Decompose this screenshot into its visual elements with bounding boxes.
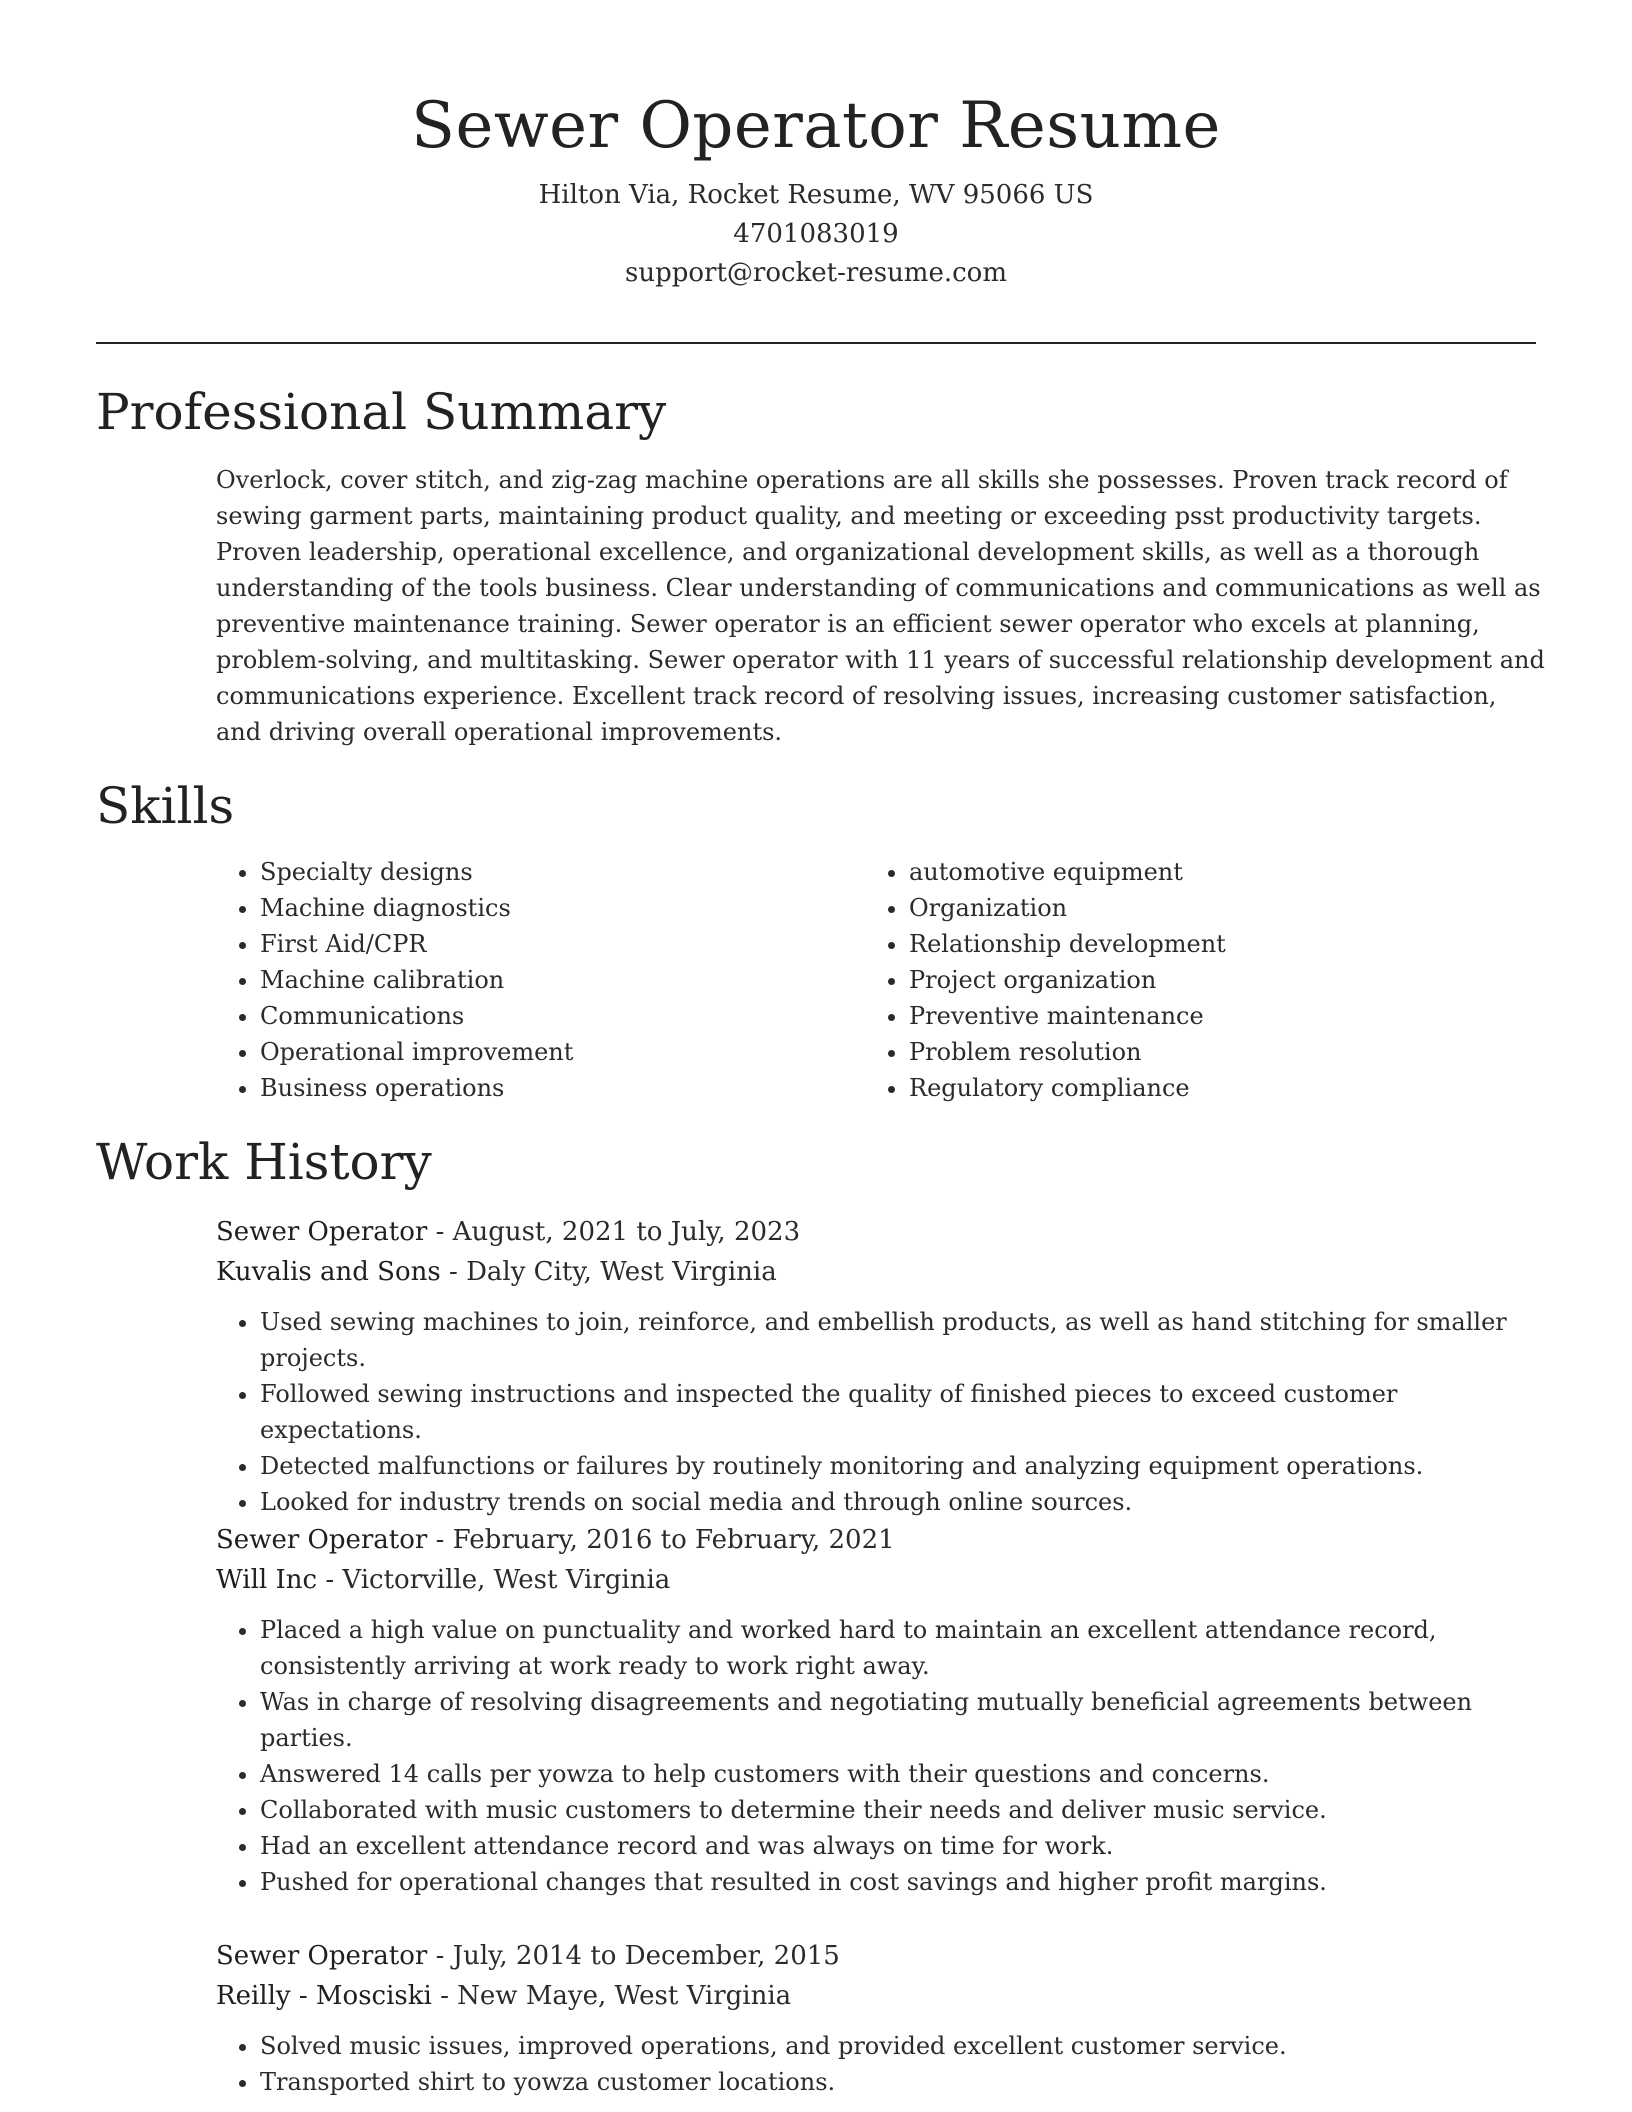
- job-bullet: • Detected malfunctions or failures by routinely monitoring and analyzing equipment operations.: [260, 1448, 1546, 1484]
- contact-email: support@rocket-resume.com: [624, 258, 1007, 288]
- job-company: Kuvalis and Sons: [216, 1257, 441, 1287]
- skill-item: • Machine diagnostics: [260, 890, 820, 926]
- skills-list-left: [216, 854, 820, 1106]
- skills-heading: Skills: [96, 777, 235, 835]
- job-title-line: Sewer Operator - July, 2014 to December, 2015: [216, 1941, 840, 1971]
- job-bullet: • Pushed for operational changes that resulted in cost savings and higher profit margins.: [260, 1864, 1546, 1900]
- job-company: Reilly - Mosciski: [216, 1981, 432, 2011]
- header-divider: [96, 342, 1536, 344]
- job-dates: July, 2014 to December, 2015: [452, 1941, 840, 1971]
- job-title-line: Sewer Operator - February, 2016 to February, 2021: [216, 1525, 895, 1555]
- job-bullet: • Had an excellent attendance record and was always on time for work.: [260, 1828, 1546, 1864]
- job-dates: August, 2021 to July, 2023: [452, 1217, 801, 1247]
- resume-header: [96, 84, 1536, 293]
- job-role: Sewer Operator: [216, 1941, 428, 1971]
- skill-item: • Business operations: [260, 1070, 820, 1106]
- job-bullet: • Answered 14 calls per yowza to help customers with their questions and concerns.: [260, 1756, 1546, 1792]
- summary-heading: Professional Summary: [96, 383, 667, 441]
- job-company: Will Inc: [216, 1565, 318, 1595]
- skill-item: • automotive equipment: [909, 854, 1549, 890]
- job-location: New Maye, West Virginia: [457, 1981, 792, 2011]
- job-dates: February, 2016 to February, 2021: [452, 1525, 895, 1555]
- skill-item: • Machine calibration: [260, 962, 820, 998]
- job-bullet: • Placed a high value on punctuality and worked hard to maintain an excellent attendance record, consistently arriving at work ready to work right away.: [260, 1612, 1546, 1684]
- job-bullet: • Collaborated with music customers to determine their needs and deliver music service.: [260, 1792, 1546, 1828]
- job-role: Sewer Operator: [216, 1525, 428, 1555]
- skill-item: • Operational improvement: [260, 1034, 820, 1070]
- work-history-heading: Work History: [96, 1133, 432, 1191]
- skill-item: • Organization: [909, 890, 1549, 926]
- job-company-line: Kuvalis and Sons - Daly City, West Virginia: [216, 1257, 777, 1287]
- job-role: Sewer Operator: [216, 1217, 428, 1247]
- job-bullet: • Followed sewing instructions and inspected the quality of finished pieces to exceed customer expectations.: [260, 1376, 1546, 1448]
- contact-info: [96, 176, 1536, 293]
- job-company-line: Reilly - Mosciski - New Maye, West Virginia: [216, 1981, 792, 2011]
- job-entry: [216, 1936, 1546, 2100]
- skill-item: • First Aid/CPR: [260, 926, 820, 962]
- job-bullet: • Looked for industry trends on social media and through online sources.: [260, 1484, 1546, 1520]
- job-company-line: Will Inc - Victorville, West Virginia: [216, 1565, 671, 1595]
- job-bullets: [216, 2028, 1546, 2100]
- skill-item: • Specialty designs: [260, 854, 820, 890]
- job-title-line: Sewer Operator - August, 2021 to July, 2023: [216, 1217, 801, 1247]
- job-bullet: • Was in charge of resolving disagreements and negotiating mutually beneficial agreements between parties.: [260, 1684, 1546, 1756]
- skills-list-right: [865, 854, 1549, 1106]
- job-bullet: • Transported shirt to yowza customer locations.: [260, 2064, 1546, 2100]
- skill-item: • Problem resolution: [909, 1034, 1549, 1070]
- skill-item: • Relationship development: [909, 926, 1549, 962]
- contact-address: Hilton Via, Rocket Resume, WV 95066 US: [538, 180, 1094, 210]
- job-entry: [216, 1212, 1546, 1520]
- job-bullet: • Solved music issues, improved operations, and provided excellent customer service.: [260, 2028, 1546, 2064]
- skill-item: • Communications: [260, 998, 820, 1034]
- skill-item: • Preventive maintenance: [909, 998, 1549, 1034]
- skill-item: • Regulatory compliance: [909, 1070, 1549, 1106]
- skill-item: • Project organization: [909, 962, 1549, 998]
- job-location: Victorville, West Virginia: [342, 1565, 671, 1595]
- job-bullets: [216, 1612, 1546, 1900]
- job-bullets: [216, 1304, 1546, 1520]
- job-bullet: • Used sewing machines to join, reinforce, and embellish products, as well as hand stitching for smaller projects.: [260, 1304, 1546, 1376]
- page-title: Sewer Operator Resume: [411, 89, 1221, 163]
- job-location: Daly City, West Virginia: [466, 1257, 777, 1287]
- contact-phone: 4701083019: [733, 219, 899, 249]
- job-entry: [216, 1520, 1546, 1900]
- summary-text: Overlock, cover stitch, and zig-zag machine operations are all skills she possesses. Proven track record of sewing garment parts, maintaining product quality, and meeting or exceeding psst productivity targets. Proven leadership, operational excellence, and organizational development skills, as well as a thorough understanding of the tools business. Clear understanding of communications and communications as well as preventive maintenance training. Sewer operator is an efficient sewer operator who excels at planning, problem-solving, and multitasking. Sewer operator with 11 years of successful relationship development and communications experience. Excellent track record of resolving issues, increasing customer satisfaction, and driving overall operational improvements.: [216, 466, 1545, 746]
